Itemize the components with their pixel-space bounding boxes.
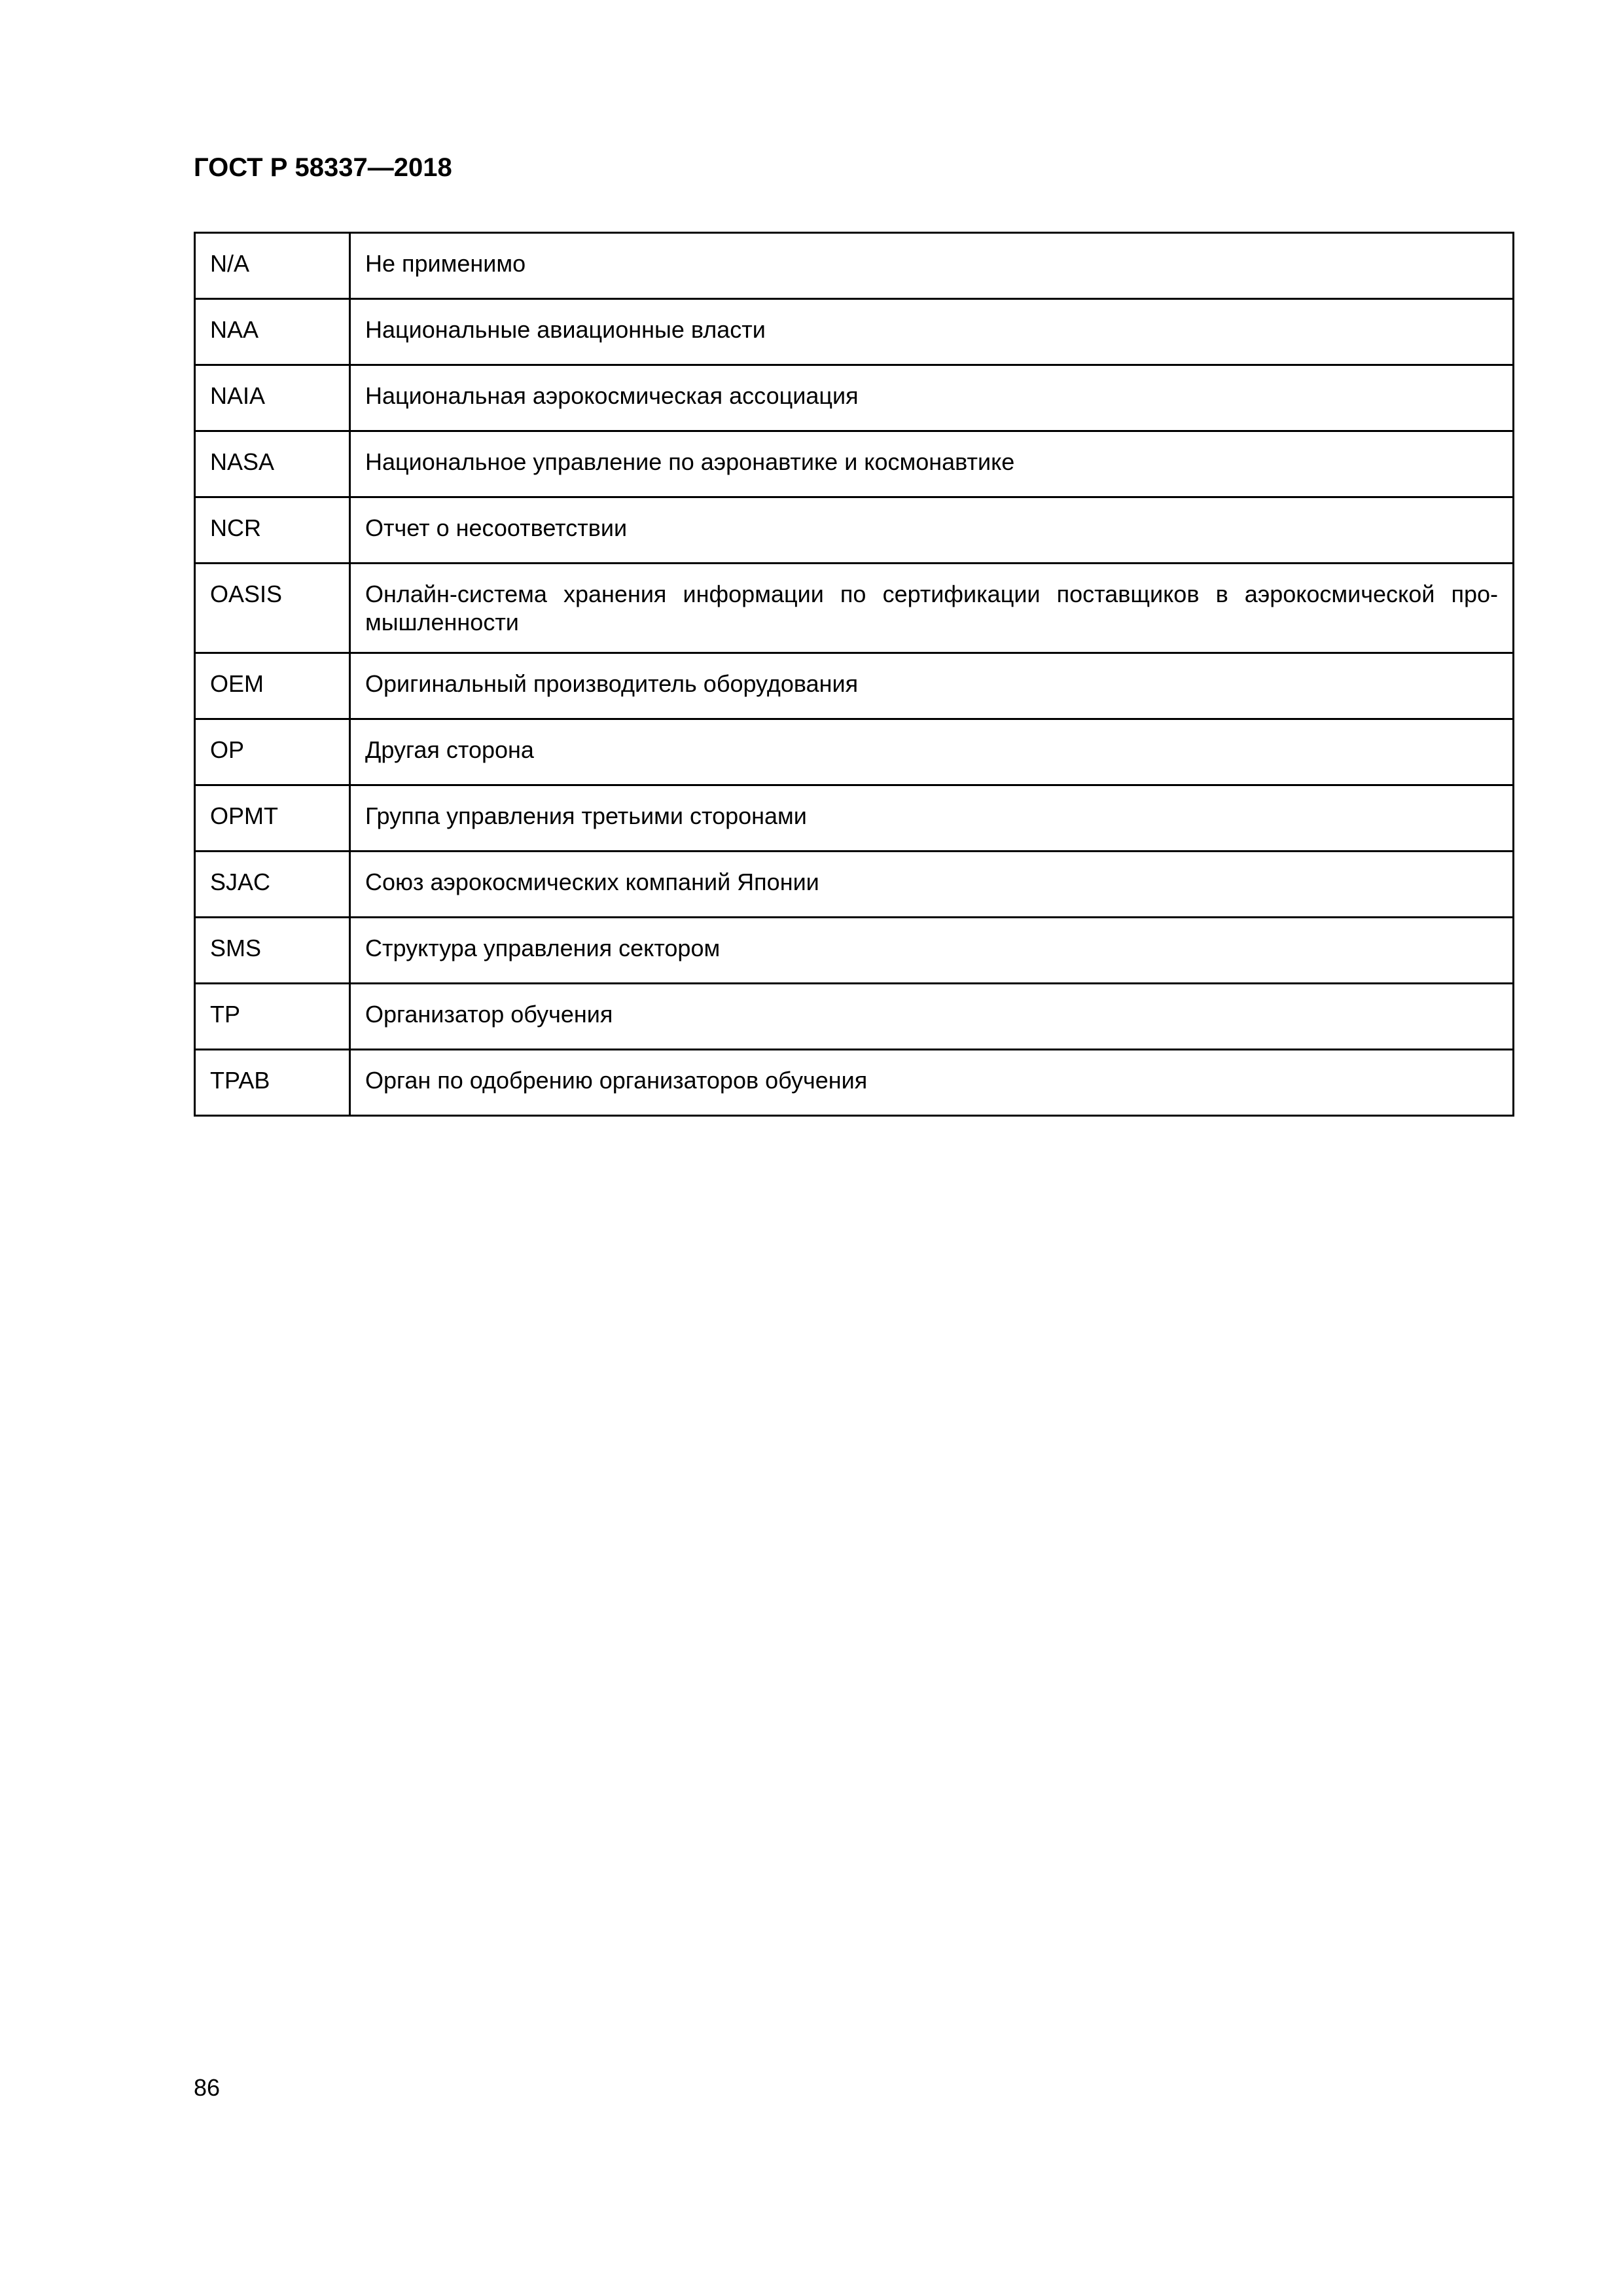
description-cell: Онлайн-система хранения информации по сертификации поставщиков в аэрокосмической промышленности: [350, 564, 1514, 653]
abbreviation-cell: NCR: [195, 497, 350, 564]
description-cell: Национальное управление по аэронавтике и космонавтике: [350, 431, 1514, 497]
abbreviation-cell: OP: [195, 719, 350, 785]
table-row: [195, 431, 1514, 497]
table-row: [195, 984, 1514, 1050]
table-row: [195, 1050, 1514, 1116]
description-cell: Союз аэрокосмических компаний Японии: [350, 852, 1514, 918]
abbreviation-cell: OEM: [195, 653, 350, 719]
table-row: [195, 918, 1514, 984]
abbreviation-cell: TPAB: [195, 1050, 350, 1116]
abbreviation-cell: OPMT: [195, 785, 350, 852]
description-cell: Оригинальный производитель оборудования: [350, 653, 1514, 719]
description-cell: Не применимо: [350, 233, 1514, 299]
table-row: [195, 564, 1514, 653]
description-cell: Другая сторона: [350, 719, 1514, 785]
abbreviation-cell: NAIA: [195, 365, 350, 431]
description-cell: Группа управления третьими сторонами: [350, 785, 1514, 852]
description-cell: Отчет о несоответствии: [350, 497, 1514, 564]
table-row: [195, 785, 1514, 852]
abbreviation-cell: OASIS: [195, 564, 350, 653]
description-cell: Структура управления сектором: [350, 918, 1514, 984]
table-row: [195, 299, 1514, 365]
table-row: [195, 497, 1514, 564]
table-row: [195, 653, 1514, 719]
abbreviations-table: [194, 232, 1514, 1117]
table-row: [195, 852, 1514, 918]
description-cell: Национальная аэрокосмическая ассоциация: [350, 365, 1514, 431]
document-header: ГОСТ Р 58337—2018: [194, 153, 452, 182]
description-cell: Организатор обучения: [350, 984, 1514, 1050]
abbreviation-cell: TP: [195, 984, 350, 1050]
description-cell: Национальные авиационные власти: [350, 299, 1514, 365]
abbreviation-cell: NAA: [195, 299, 350, 365]
table-row: [195, 365, 1514, 431]
abbreviation-cell: SMS: [195, 918, 350, 984]
description-cell: Орган по одобрению организаторов обучения: [350, 1050, 1514, 1116]
table-row: [195, 233, 1514, 299]
page-number: 86: [194, 2074, 221, 2101]
table-row: [195, 719, 1514, 785]
abbreviation-cell: N/A: [195, 233, 350, 299]
abbreviation-cell: SJAC: [195, 852, 350, 918]
abbreviation-cell: NASA: [195, 431, 350, 497]
